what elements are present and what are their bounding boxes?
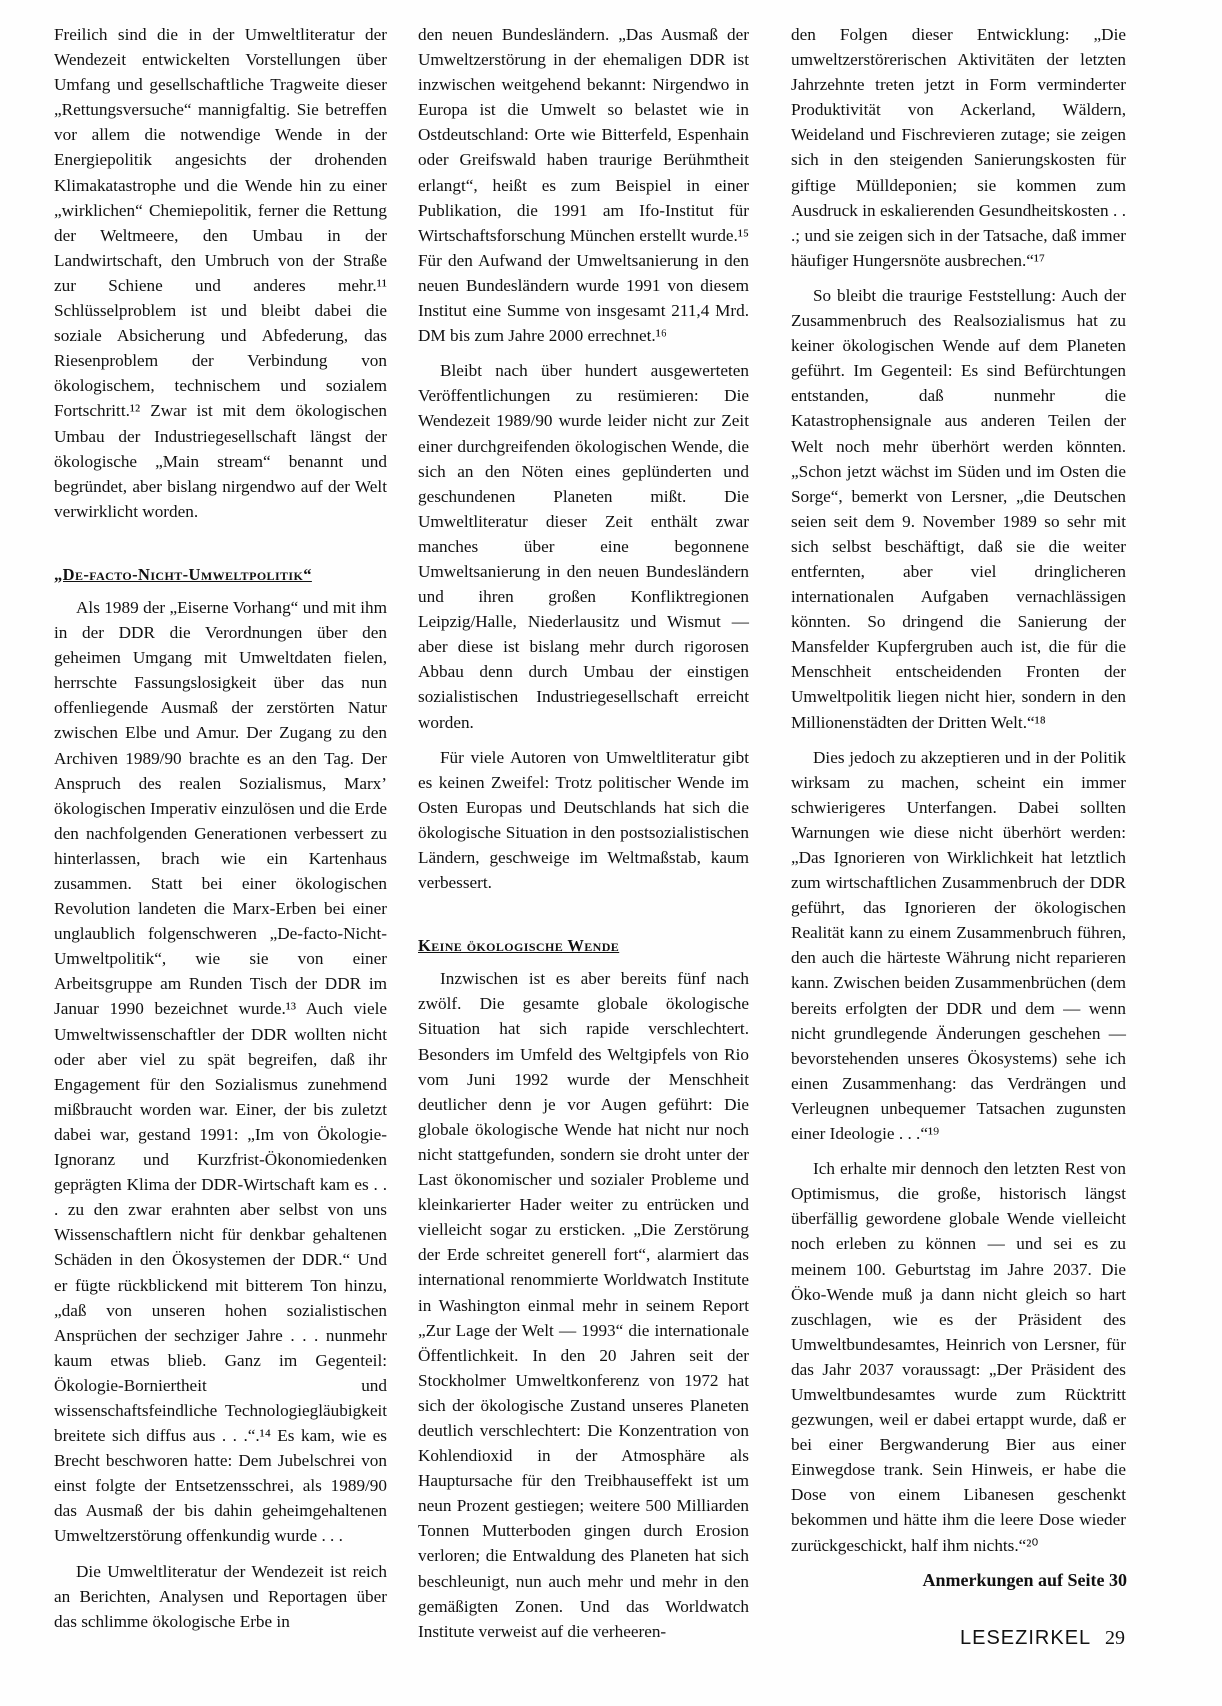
paragraph: Bleibt nach über hundert ausgewerteten Veröffentlichungen zu resümieren: Die Wendezeit 1989/90 wurde leider nicht zur Zeit einer durchgreifenden ökologischen Wende, die sich an den Nöten eines geplünderten und geschundenen Planeten mißt. Die Umweltliteratur dieser Zeit enthält zwar manches über eine begonnene Umweltsanierung in den neuen Bundesländern und ihren großen Konfliktregionen Leipzig/Halle, Niederlausitz und Wismut — aber diese ist bislang mehr durch rigorosen Abbau denn durch Umbau der einstigen sozialistischen Industriegesellschaft erreicht worden.: [418, 361, 749, 732]
text-column-1: [54, 22, 387, 1634]
paragraph: den neuen Bundesländern. „Das Ausmaß der Umweltzerstörung in der ehemaligen DDR ist inzwischen weitgehend bekannt: Nirgendwo in Europa ist die Umwelt so belastet wie in Ostdeutschland: Orte wie Bitterfeld, Espenhain oder Greifswald haben traurige Berühmtheit erlangt“, heißt es zum Beispiel in einer Publikation, die 1991 am Ifo-Institut für Wirtschaftsforschung München erstellt wurde.¹⁵ Für den Aufwand der Umweltsanierung in den neuen Bundesländern wurde 1991 von diesem Institut eine Summe von insgesamt 211,4 Mrd. DM bis zum Jahre 2000 errechnet.¹⁶: [418, 25, 749, 346]
paragraph: Inzwischen ist es aber bereits fünf nach zwölf. Die gesamte globale ökologische Situation hat sich rapide verschlechtert. Besonders im Umfeld des Weltgipfels von Rio vom Juni 1992 wurde der Menschheit deutlicher denn je vor Augen geführt: Die globale ökologische Wende hat nicht nur noch nicht stattgefunden, sondern sie droht unter der Last ökonomischer und sozialer Probleme und kleinkarierter Hader weiter zu entrücken und vielleicht sogar zu ersticken. „Die Zerstörung der Erde schreitet generell fort“, alarmiert das international renommierte Worldwatch Institute in Washington einmal mehr in seinem Report „Zur Lage der Welt — 1993“ die internationale Öffentlichkeit. In den 20 Jahren seit der Stockholmer Umweltkonferenz von 1972 hat sich der ökologische Zustand unseres Planeten deutlich verschlechtert: Die Konzentration von Kohlendioxid in der Atmosphäre als Hauptursache für den Treibhauseffekt ist um neun Prozent gestiegen; weitere 500 Milliarden Tonnen Mutterboden gingen durch Erosion verloren; die Entwaldung des Planeten hat sich beschleunigt, nun auch mehr und mehr in den gemäßigten Zonen. Und das Worldwatch Institute verweist auf die verheeren-: [418, 969, 749, 1641]
page-number: 29: [1105, 1627, 1125, 1649]
paragraph: den Folgen dieser Entwicklung: „Die umweltzerstörerischen Aktivitäten der letzten Jahrzehnte treten jetzt in Form verminderter Produktivität von Ackerland, Wäldern, Weideland und Fischrevieren zutage; sie zeigen sich in den steigenden Sanierungskosten für giftige Mülldeponien; sie kommen zum Ausdruck in eskalierenden Gesundheitskosten . . .; und sie zeigen sich in der Tatsache, daß immer häufiger Hungersnöte ausbrechen.“¹⁷: [791, 25, 1126, 270]
paragraph: So bleibt die traurige Feststellung: Auch der Zusammenbruch des Realsozialismus hat zu keiner ökologischen Wende auf dem Planeten geführt. Im Gegenteil: Es sind Befürchtungen entstanden, daß nunmehr die Katastrophensignale aus anderen Teilen der Welt noch mehr überhört werden könnten. „Schon jetzt wächst im Süden und im Osten die Sorge“, bemerkt von Lersner, „die Deutschen seien seit dem 9. November 1989 so sehr mit sich selbst beschäftigt, daß sie die weiter entfernten, aber viel dringlicheren internationalen Aufgaben vernachlässigen könnten. So dringend die Sanierung der Mansfelder Kupfergruben auch ist, die für die Menschheit entscheidenden Fronten der Umweltpolitik liegen nicht hier, sondern in den Millionenstädten der Dritten Welt.“¹⁸: [791, 285, 1126, 732]
paragraph: Für viele Autoren von Umweltliteratur gibt es keinen Zweifel: Trotz politischer Wende im Osten Europas und Deutschlands hat sich die ökologische Situation in den postsozialistischen Ländern, geschweige im Weltmaßstab, kaum verbessert.: [418, 747, 749, 893]
text-column-2: [418, 22, 749, 1644]
paragraph: Ich erhalte mir dennoch den letzten Rest von Optimismus, die große, historisch längst überfällig gewordene globale Wende vielleicht noch erleben zu können — und sei es zu meinem 100. Geburtstag im Jahre 2037. Die Öko-Wende muß ja dann nicht gleich so hart zuschlagen, wie es der Präsident des Umweltbundesamtes, Heinrich von Lersner, für das Jahr 2037 voraussagt: „Der Präsident des Umweltbundesamtes wurde zum Rücktritt gezwungen, weil er dabei ertappt wurde, daß er bei einer Bergwanderung Bier aus einer Einwegdose trank. Sein Hinweis, er habe die Dose von einem Libanesen geschenkt bekommen und hätte ihm die leere Dose wieder zurückgeschickt, half ihm nichts.“²⁰: [791, 1159, 1126, 1555]
section-heading: Keine ökologische Wende: [418, 936, 620, 956]
paragraph: Freilich sind die in der Umweltliteratur der Wendezeit entwickelten Vorstellungen über Umfang und gesellschaftliche Tragweite dieser „Rettungsversuche“ mannigfaltig. Sie betreffen vor allem die notwendige Wende in der Energiepolitik angesichts der drohenden Klimakatastrophe und die Wende hin zu einer „wirklichen“ Chemiepolitik, ferner die Rettung der Weltmeere, den Umbau in der Landwirtschaft, den Umbruch von der Straße zur Schiene und anderes mehr.¹¹ Schlüsselproblem ist und bleibt dabei die soziale Absicherung und Abfederung, das Riesenproblem der Verbindung von ökologischem, technischem und sozialem Fortschritt.¹² Zwar ist mit dem ökologischen Umbau der Industriegesellschaft längst der ökologische „Main stream“ benannt und begründet, aber bislang nirgendwo auf der Welt verwirklicht worden.: [54, 25, 387, 521]
paragraph: Als 1989 der „Eiserne Vorhang“ und mit ihm in der DDR die Verordnungen über den geheimen Umgang mit Umweltdaten fielen, herrschte Fassungslosigkeit über das nun offenliegende Ausmaß der zerstörten Natur zwischen Elbe und Amur. Der Zugang zu den Archiven 1989/90 brachte es an den Tag. Der Anspruch des realen Sozialismus, Marx’ ökologischen Imperativ einzulösen und die Erde den nachfolgenden Generationen verbessert zu hinterlassen, brach wie ein Kartenhaus zusammen. Statt bei einer ökologischen Revolution landeten die Marx-Erben bei einer unglaublich folgenschweren „De-facto-Nicht-Umweltpolitik“, wie sie von einer Arbeitsgruppe am Runden Tisch der DDR im Januar 1990 bezeichnet wurde.¹³ Auch viele Umweltwissenschaftler der DDR wollten nicht oder aber viel zu spät begreifen, daß ihr Engagement für den Sozialismus zunehmend mißbraucht worden war. Einer, der bis zuletzt dabei war, gestand 1991: „Im von Ökologie-Ignoranz und Kurzfrist-Ökonomiedenken geprägten Klima der DDR-Wirtschaft kam es . . . zu den zwar erahnten aber selbst von uns Wissenschaftlern nicht für denkbar gehaltenen Schäden in den Ökosystemen der DDR.“ Und er fügte rückblickend mit bitterem Ton hinzu, „daß von unseren hohen sozialistischen Ansprüchen der sechziger Jahre . . . nunmehr kaum etwas blieb. Ganz im Gegenteil: Ökologie-Borniertheit und wissenschaftsfeindliche Technologiegläubigkeit breitete sich diffus aus . . .“.¹⁴ Es kam, wie es Brecht beschworen hatte: Dem Jubelschrei von einst folgte der Entsetzensschrei, als 1989/90 das Ausmaß der bis dahin geheimgehaltenen Umweltzerstörung offenkundig wurde . . .: [54, 597, 387, 1546]
paragraph: Die Umweltliteratur der Wendezeit ist reich an Berichten, Analysen und Reportagen über das schlimme ökologische Erbe in: [54, 1561, 387, 1631]
paragraph: Dies jedoch zu akzeptieren und in der Politik wirksam zu machen, scheint ein immer schwierigeres Unterfangen. Dabei sollten Warnungen wie diese nicht überhört werden: „Das Ignorieren von Wirklichkeit hat letztlich zum wirtschaftlichen Zusammenbruch der DDR geführt, das Ignorieren der ökologischen Realität kann zu einem Zusammenbruch führen, den auch die härteste Währung nicht reparieren kann. Zwischen beiden Zusammenbrüchen (dem bereits erfolgten der DDR und dem — wenn nicht grundlegende Änderungen geschehen — bevorstehenden unseres Ökosystems) sehe ich einen Zusammenhang: das Verdrängen und Verleugnen unbequemer Tatsachen zugunsten einer Ideologie . . .“¹⁹: [791, 747, 1126, 1144]
magazine-name: LESEZIRKEL: [960, 1627, 1092, 1649]
text-column-3: [791, 22, 1126, 1558]
section-heading: „De-facto-Nicht-Umweltpolitik“: [54, 564, 312, 584]
notes-reference: Anmerkungen auf Seite 30: [922, 1570, 1127, 1590]
